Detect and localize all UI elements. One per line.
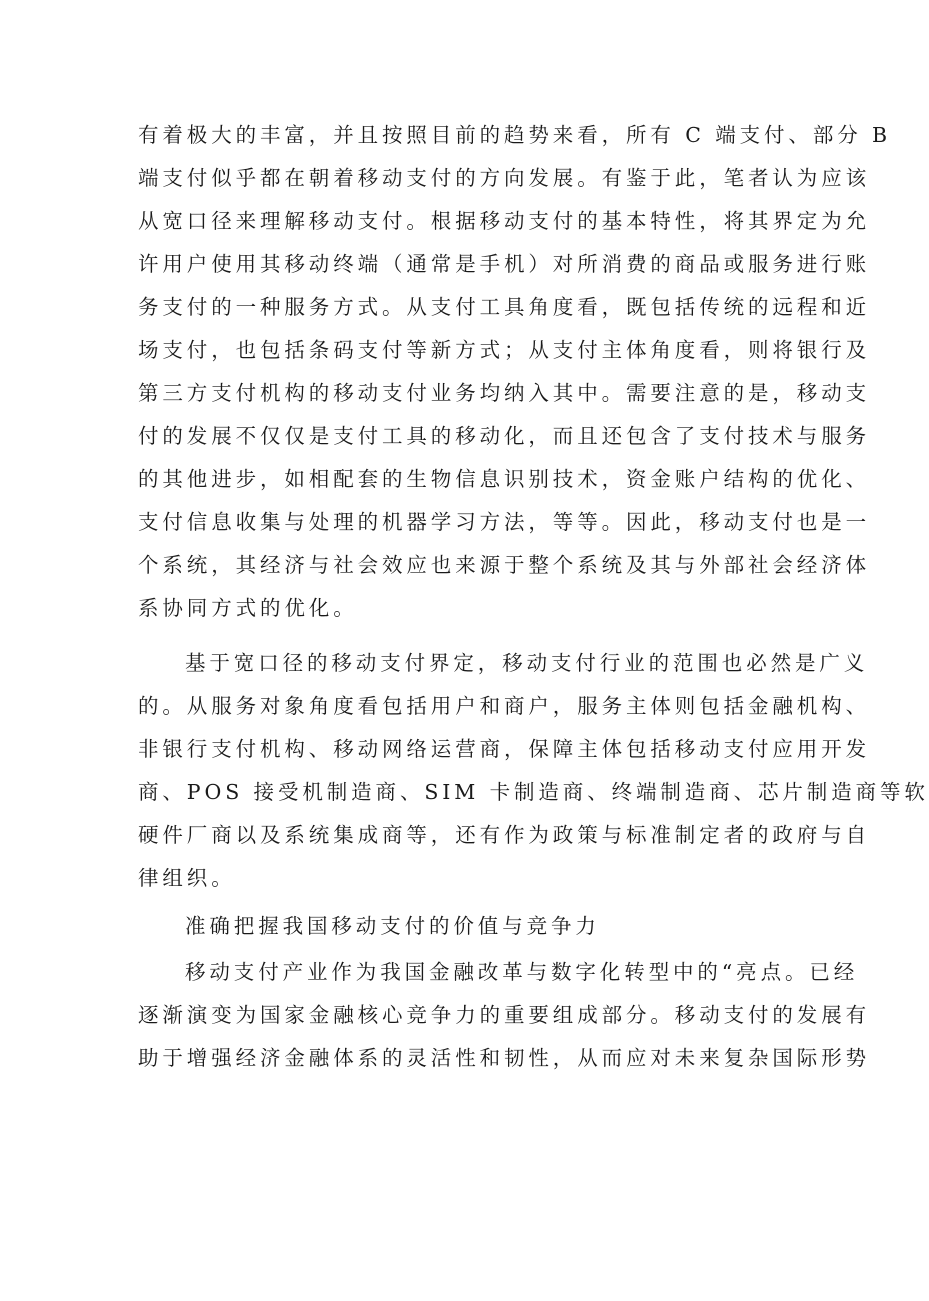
section-heading: 准确把握我国移动支付的价值与竞争力 <box>185 914 600 938</box>
text-line: 非银行支付机构、移动网络运营商，保障主体包括移动支付应用开发 <box>138 737 870 761</box>
text-line: 硬件厂商以及系统集成商等，还有作为政策与标准制定者的政府与自 <box>138 823 870 847</box>
text-line: 的其他进步，如相配套的生物信息识别技术，资金账户结构的优化、 <box>138 467 870 491</box>
text-line: 有着极大的丰富，并且按照目前的趋势来看，所有 C 端支付、部分 B <box>138 123 891 147</box>
text-line: 基于宽口径的移动支付界定，移动支付行业的范围也必然是广义 <box>185 651 869 675</box>
text-line: 移动支付产业作为我国金融改革与数字化转型中的“亮点。已经 <box>185 960 859 984</box>
text-line: 支付信息收集与处理的机器学习方法，等等。因此，移动支付也是一 <box>138 510 870 534</box>
text-line: 第三方支付机构的移动支付业务均纳入其中。需要注意的是，移动支 <box>138 381 870 405</box>
text-line: 从宽口径来理解移动支付。根据移动支付的基本特性，将其界定为允 <box>138 209 870 233</box>
text-line: 场支付，也包括条码支付等新方式；从支付主体角度看，则将银行及 <box>138 338 870 362</box>
text-line: 务支付的一种服务方式。从支付工具角度看，既包括传统的远程和近 <box>138 295 870 319</box>
text-line: 个系统，其经济与社会效应也来源于整个系统及其与外部社会经济体 <box>138 553 870 577</box>
text-line: 商、POS 接受机制造商、SIM 卡制造商、终端制造商、芯片制造商等软 <box>138 780 929 804</box>
text-line: 助于增强经济金融体系的灵活性和韧性，从而应对未来复杂国际形势 <box>138 1046 870 1070</box>
text-line: 律组织。 <box>138 866 236 890</box>
text-line: 系协同方式的优化。 <box>138 596 358 620</box>
text-line: 逐渐演变为国家金融核心竞争力的重要组成部分。移动支付的发展有 <box>138 1003 870 1027</box>
text-line: 端支付似乎都在朝着移动支付的方向发展。有鉴于此，笔者认为应该 <box>138 166 870 190</box>
text-line: 许用户使用其移动终端（通常是手机）对所消费的商品或服务进行账 <box>138 252 870 276</box>
text-line: 的。从服务对象角度看包括用户和商户，服务主体则包括金融机构、 <box>138 694 870 718</box>
text-line: 付的发展不仅仅是支付工具的移动化，而且还包含了支付技术与服务 <box>138 424 870 448</box>
